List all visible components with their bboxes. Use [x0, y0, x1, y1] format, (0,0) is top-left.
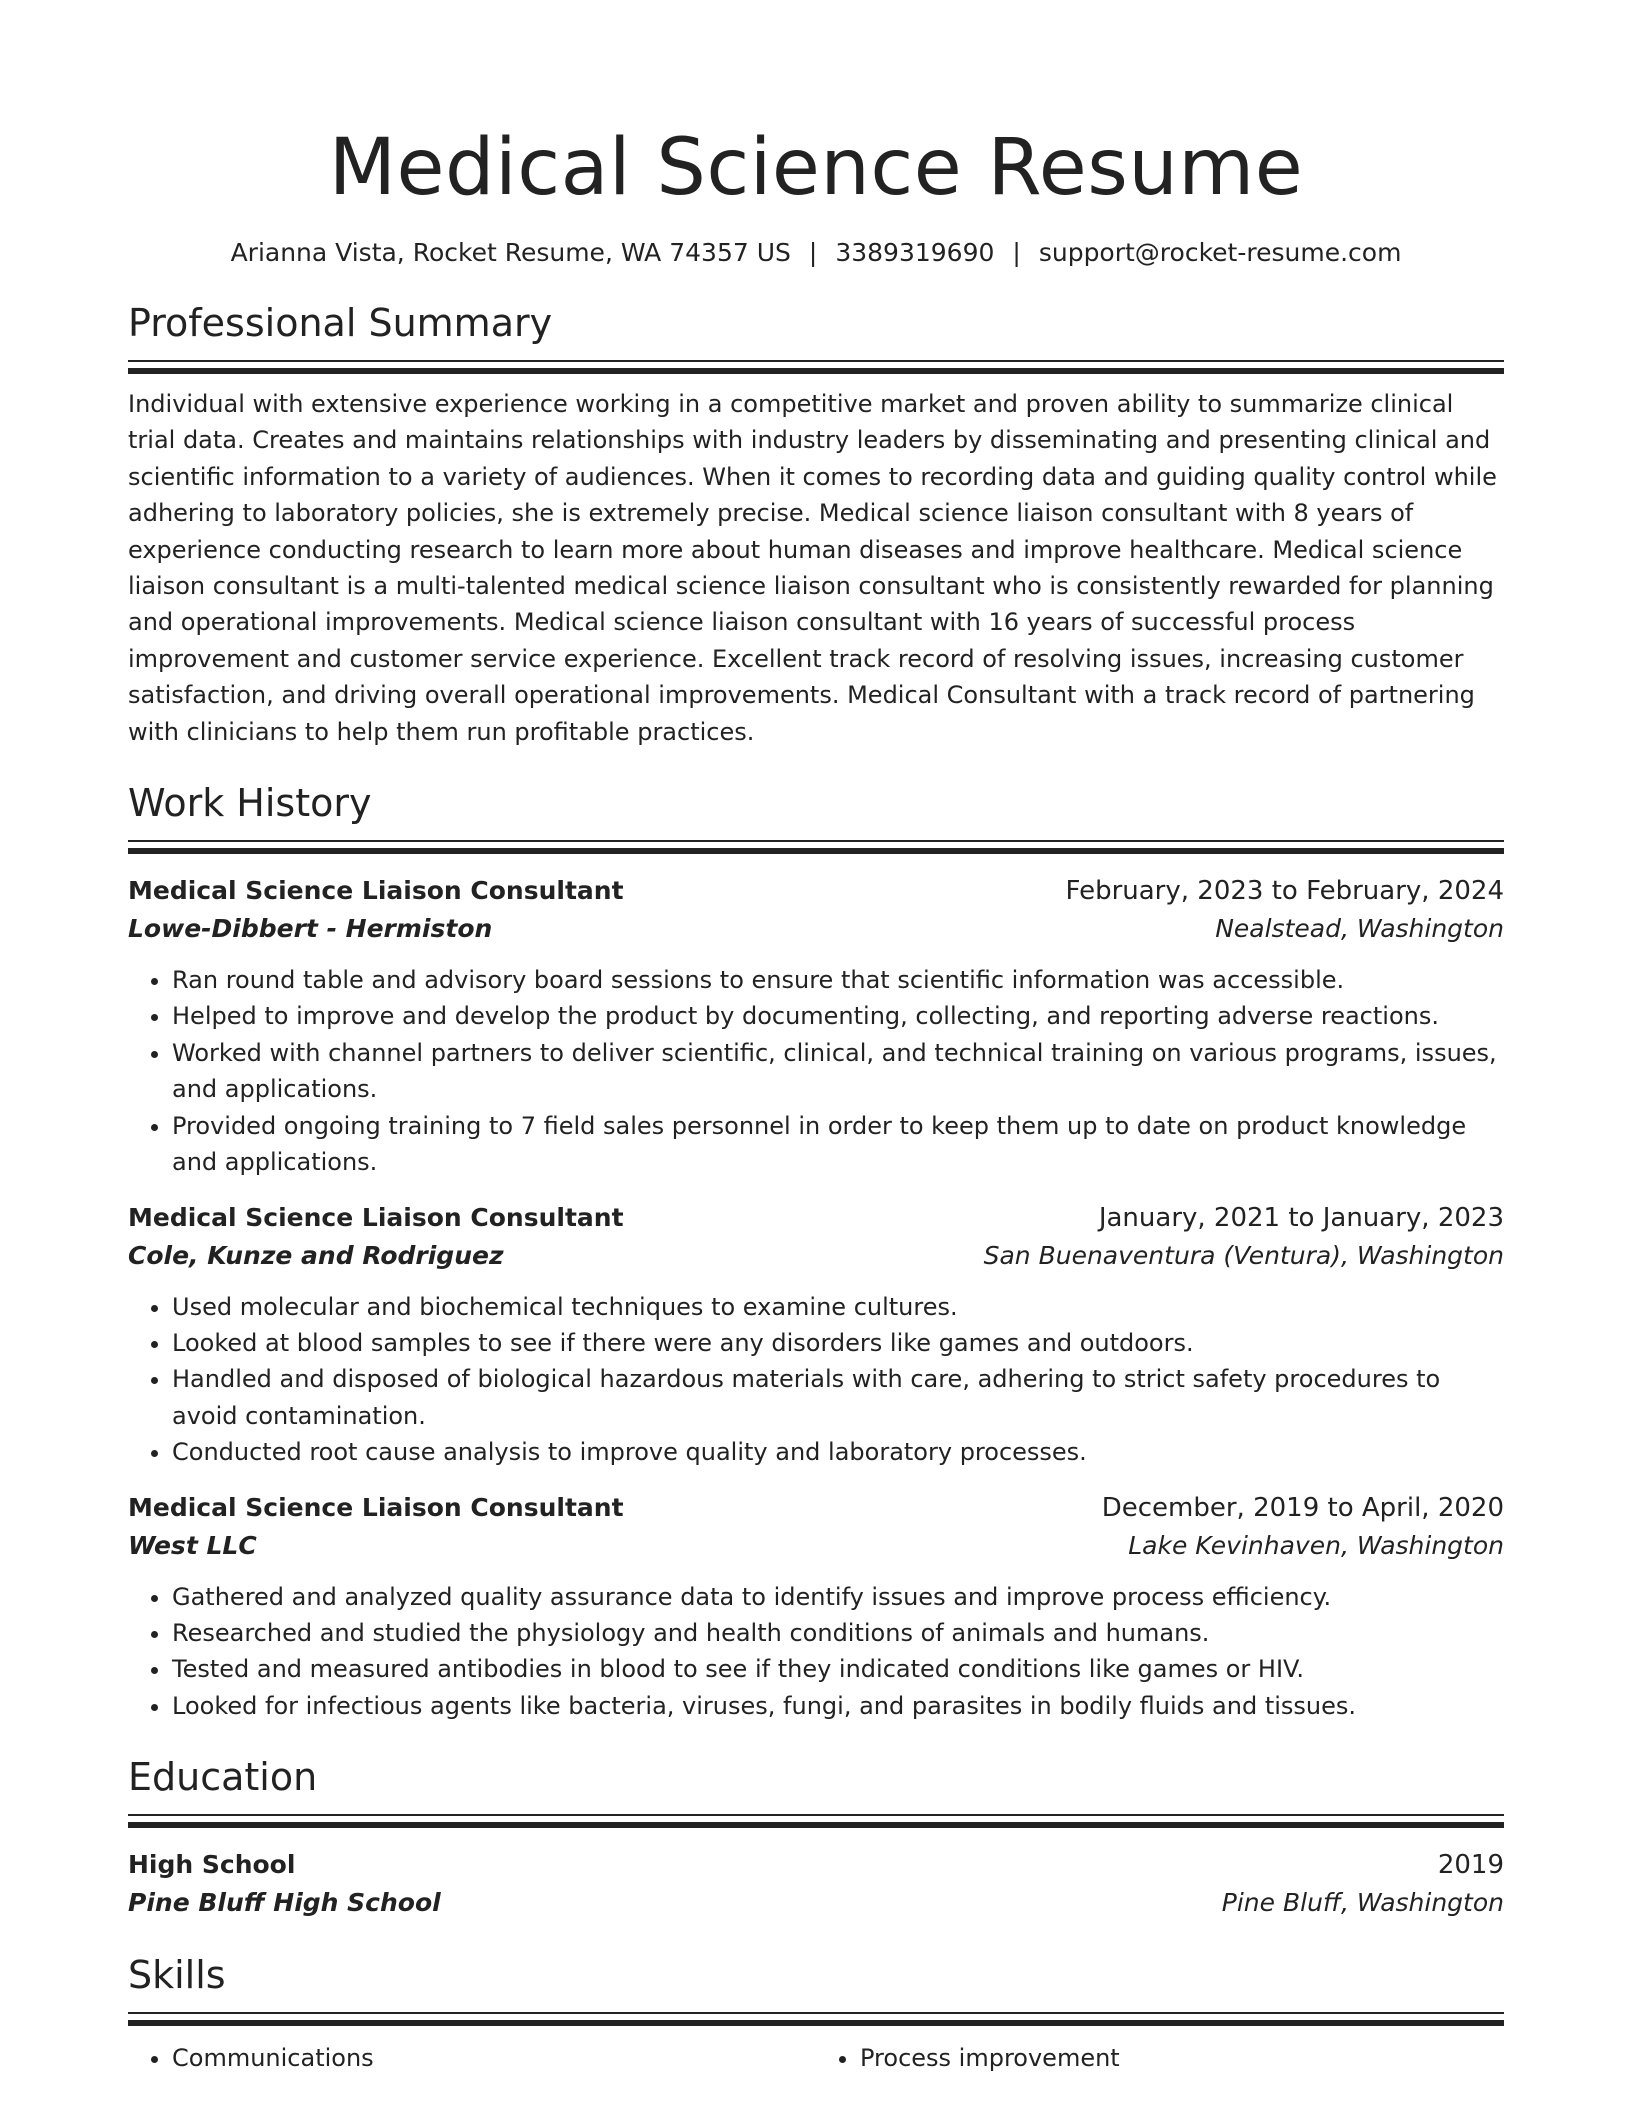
- education-location: Pine Bluff, Washington: [1221, 1888, 1504, 1918]
- job-bullet: • Conducted root cause analysis to improve quality and laboratory processes.: [172, 1434, 1504, 1470]
- contact-separator: |: [808, 238, 818, 267]
- section-divider: [128, 2012, 1504, 2026]
- section-divider: [128, 360, 1504, 374]
- education-heading: Education: [128, 1755, 318, 1800]
- job-bullet: • Looked for infectious agents like bacteria, viruses, fungi, and parasites in bodily fluids and tissues.: [172, 1688, 1504, 1724]
- job-entry: [128, 1489, 1504, 1725]
- skills-list: [128, 2040, 1504, 2076]
- job-title: Medical Science Liaison Consultant: [128, 1492, 624, 1522]
- job-location: San Buenaventura (Ventura), Washington: [983, 1240, 1504, 1270]
- job-title: Medical Science Liaison Consultant: [128, 876, 624, 906]
- job-bullets: [128, 1579, 1504, 1725]
- job-bullet: • Tested and measured antibodies in blood to see if they indicated conditions like games or HIV.: [172, 1651, 1504, 1687]
- summary-text: Individual with extensive experience working in a competitive market and proven ability to summarize clinical trial data. Creates and maintains relationships with industry leaders by disseminating and presenting clinical and scientific information to a variety of audiences. When it comes to recording data and guiding quality control while adhering to laboratory policies, she is extremely precise. Medical science liaison consultant with 8 years of experience conducting research to learn more about human diseases and improve healthcare. Medical science liaison consultant is a multi-talented medical science liaison consultant who is consistently rewarded for planning and operational improvements. Medical science liaison consultant with 16 years of successful process improvement and customer service experience. Excellent track record of resolving issues, increasing customer satisfaction, and driving overall operational improvements. Medical Consultant with a track record of partnering with clinicians to help them run profitable practices.: [128, 390, 1497, 746]
- job-dates: February, 2023 to February, 2024: [1065, 876, 1504, 907]
- section-divider: [128, 1814, 1504, 1828]
- job-bullet: • Gathered and analyzed quality assurance data to identify issues and improve process efficiency.: [172, 1579, 1504, 1615]
- job-bullets: [128, 1289, 1504, 1471]
- contact-email: support@rocket-resume.com: [1038, 238, 1402, 267]
- job-bullet: • Researched and studied the physiology and health conditions of animals and humans.: [172, 1615, 1504, 1651]
- job-title: Medical Science Liaison Consultant: [128, 1202, 624, 1232]
- job-company: Lowe-Dibbert - Hermiston: [128, 914, 493, 944]
- skill-item: • Process improvement: [860, 2040, 1504, 2076]
- job-entry: [128, 872, 1504, 1180]
- job-location: Lake Kevinhaven, Washington: [1128, 1530, 1504, 1560]
- job-bullet: • Used molecular and biochemical techniques to examine cultures.: [172, 1289, 1504, 1325]
- contact-separator: |: [1012, 238, 1021, 267]
- job-bullet: • Worked with channel partners to deliver scientific, clinical, and technical training on various programs, issues, and applications.: [172, 1035, 1504, 1108]
- contact-address: Arianna Vista, Rocket Resume, WA 74357 US: [230, 238, 791, 267]
- job-dates: January, 2021 to January, 2023: [1098, 1202, 1504, 1233]
- job-company: Cole, Kunze and Rodriguez: [128, 1240, 504, 1270]
- job-bullet: • Provided ongoing training to 7 field sales personnel in order to keep them up to date on product knowledge and applications.: [172, 1108, 1504, 1181]
- education-year: 2019: [1437, 1850, 1504, 1881]
- job-entry: [128, 1199, 1504, 1471]
- education-school: Pine Bluff High School: [128, 1888, 441, 1918]
- contact-phone: 3389319690: [835, 238, 995, 267]
- skill-item: • Communications: [172, 2040, 816, 2076]
- job-bullets: [128, 962, 1504, 1180]
- job-location: Nealstead, Washington: [1215, 914, 1504, 944]
- job-bullet: • Helped to improve and develop the product by documenting, collecting, and reporting adverse reactions.: [172, 998, 1504, 1034]
- contact-line: [128, 236, 1504, 270]
- job-dates: December, 2019 to April, 2020: [1101, 1492, 1504, 1523]
- work-history-heading: Work History: [128, 781, 372, 826]
- skills-column-left: [128, 2040, 816, 2076]
- job-bullet: • Ran round table and advisory board sessions to ensure that scientific information was accessible.: [172, 962, 1504, 998]
- job-company: West LLC: [128, 1530, 257, 1560]
- resume-title: Medical Science Resume: [328, 123, 1304, 213]
- skills-column-right: [816, 2040, 1504, 2076]
- job-bullet: • Looked at blood samples to see if there were any disorders like games and outdoors.: [172, 1325, 1504, 1361]
- summary-heading: Professional Summary: [128, 301, 553, 345]
- job-bullet: • Handled and disposed of biological hazardous materials with care, adhering to strict safety procedures to avoid contamination.: [172, 1361, 1504, 1434]
- skills-heading: Skills: [128, 1953, 226, 1998]
- section-divider: [128, 840, 1504, 854]
- education-degree: High School: [128, 1850, 296, 1880]
- education-entry: [128, 1846, 1504, 1922]
